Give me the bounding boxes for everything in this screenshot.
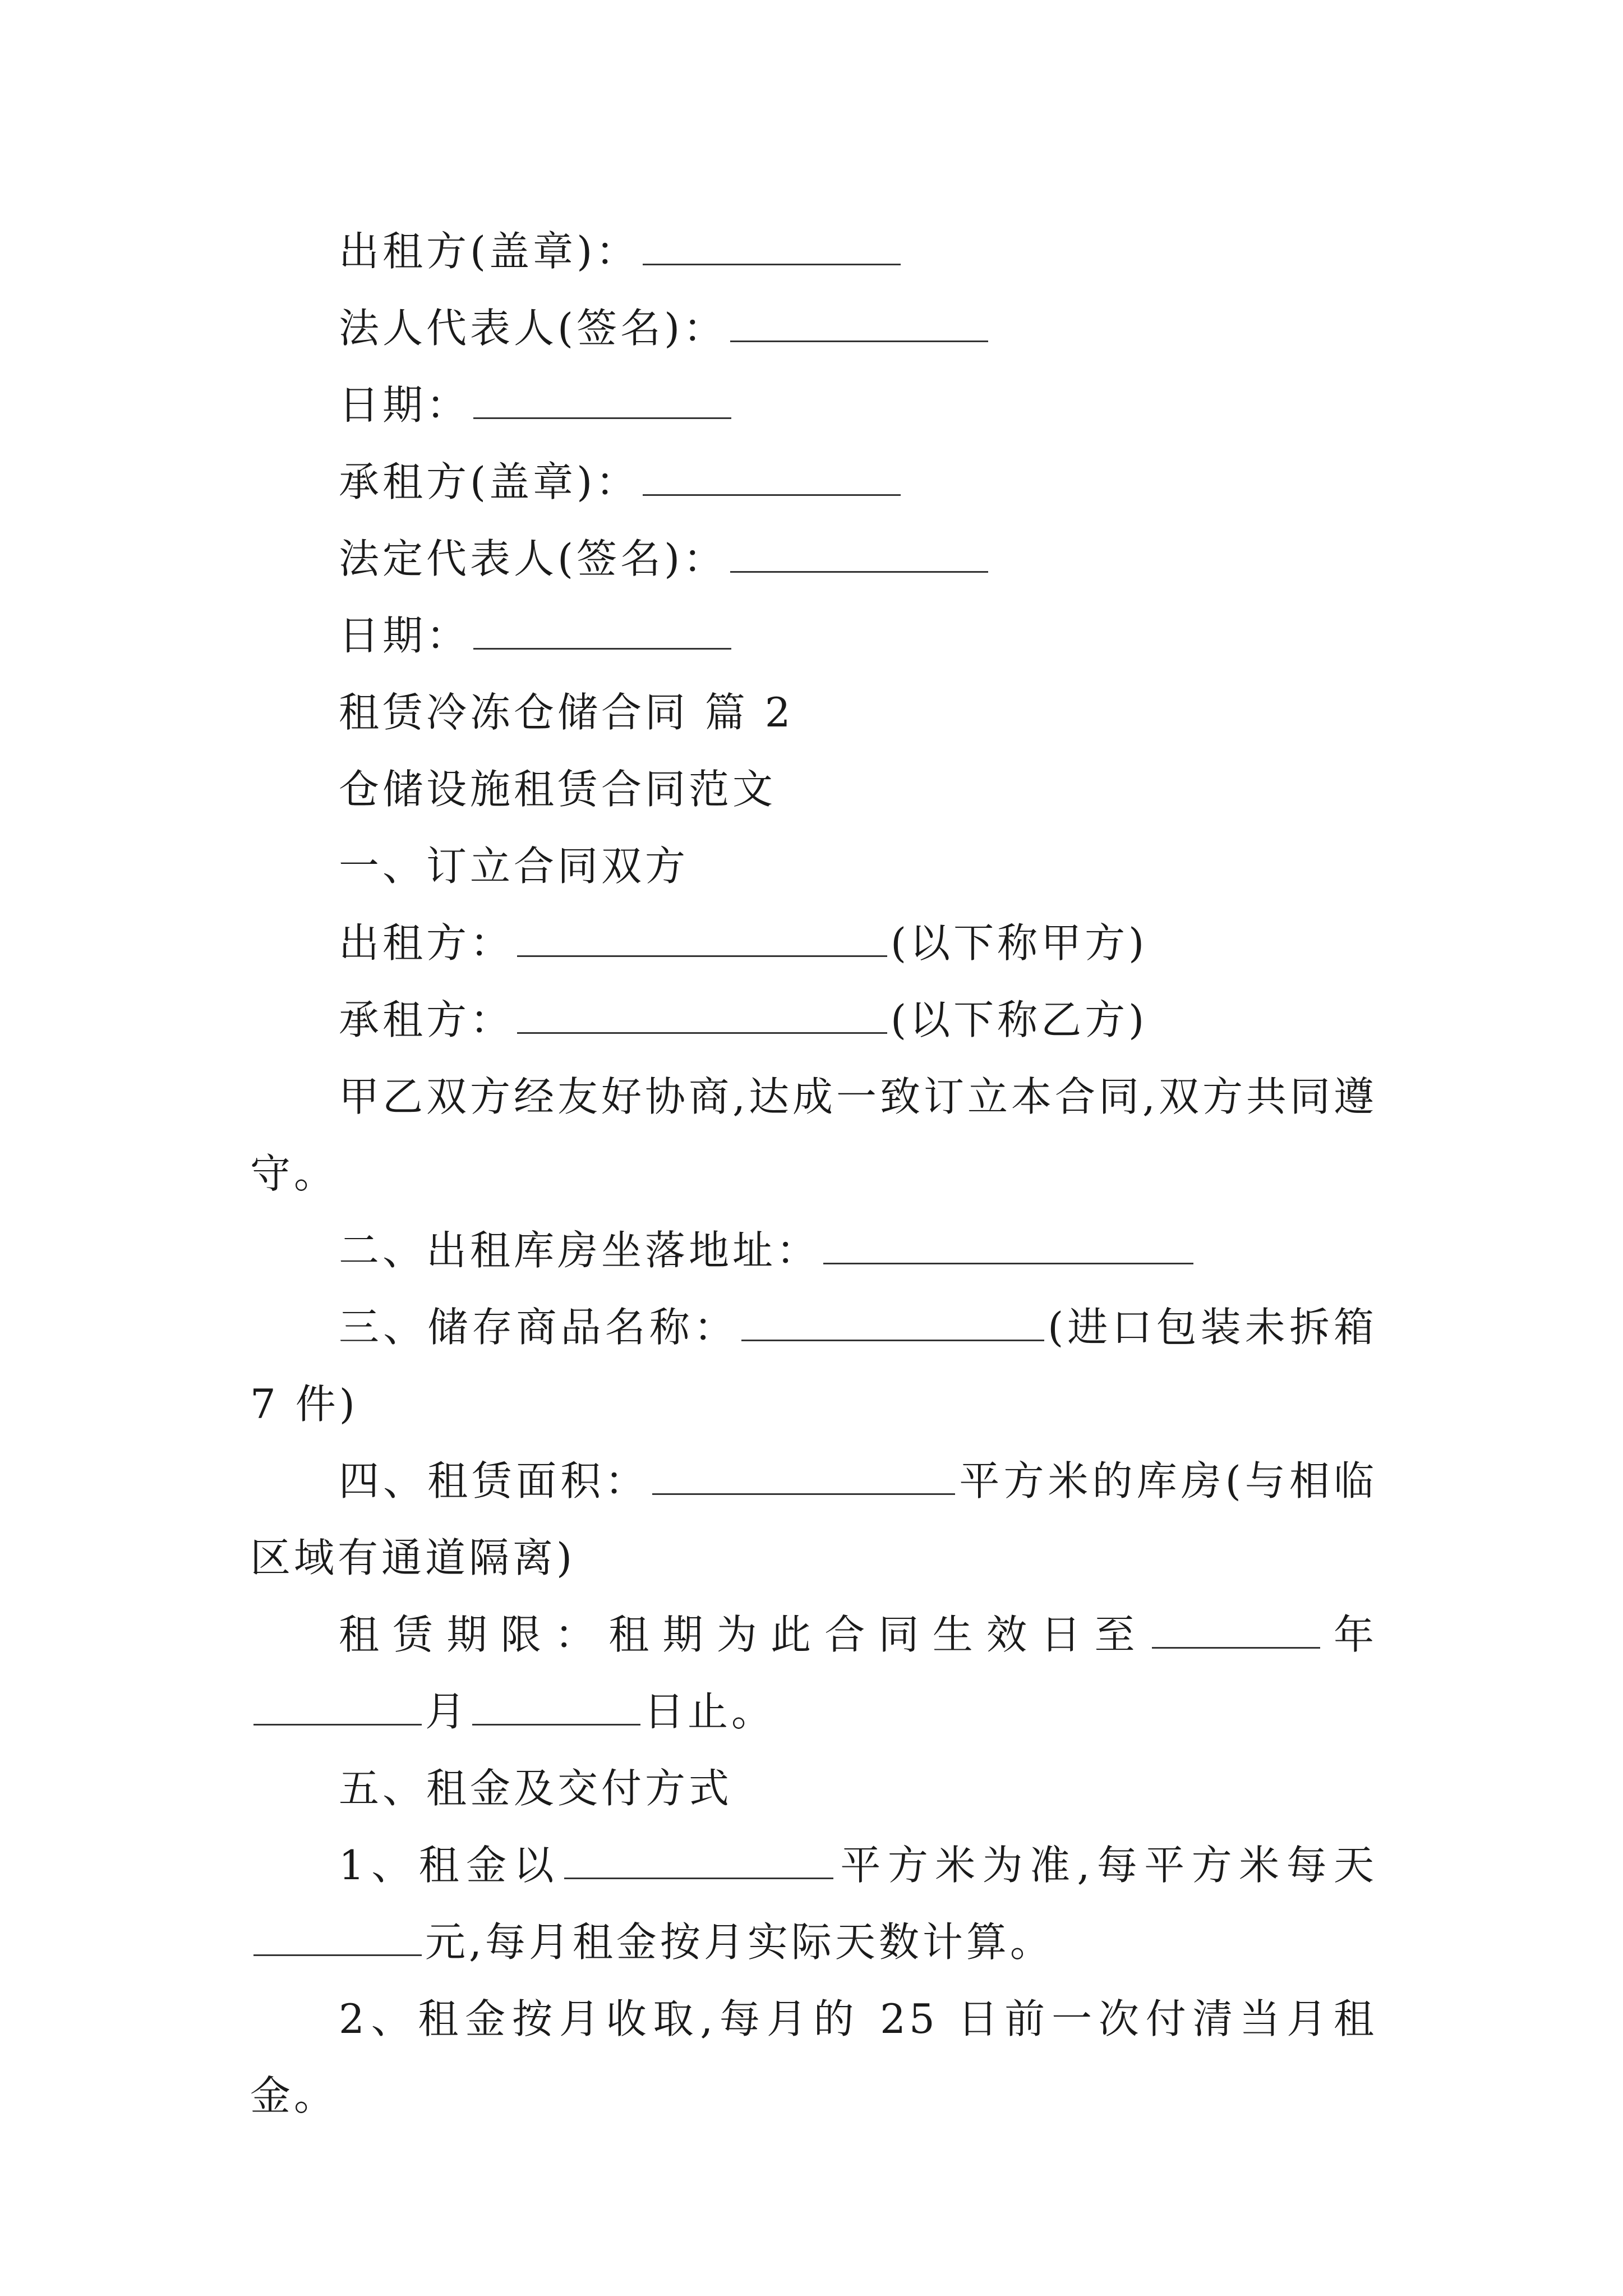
date-line-1 (250, 367, 1377, 444)
term-month-label: 月 (425, 1688, 469, 1735)
term-year-label: 年 (1323, 1611, 1377, 1658)
contract-subtitle: 仓储设施租赁合同范文 (339, 766, 777, 813)
lessee-seal-line (250, 444, 1377, 521)
statutory-rep-sign-line (250, 521, 1377, 597)
section1-title: 一、订立合同双方 (339, 843, 689, 890)
section2-label: 二、出租库房坐落地址： (339, 1227, 820, 1274)
section3-label: 三、储存商品名称： (339, 1304, 739, 1351)
section4-suffix: 平方米的库房(与相临区域有通道隔离) (250, 1457, 1377, 1581)
rent-item1-suffix: 元,每月租金按月实际天数计算。 (425, 1918, 1054, 1966)
section2-line (250, 1212, 1377, 1289)
agreement-paragraph: 甲乙双方经友好协商,达成一致订立本合同,双方共同遵守。 (250, 1073, 1377, 1197)
term-day-end: 日止。 (644, 1688, 776, 1735)
section3-suffix: (进口包装未拆箱 7 件) (250, 1304, 1377, 1428)
lessor-seal-label: 出租方(盖章)： (339, 228, 640, 275)
statutory-rep-sign-label: 法定代表人(签名)： (339, 535, 727, 582)
statutory-rep-sign-blank[interactable] (730, 542, 988, 573)
rent-item1-prefix: 1、租金以 (339, 1842, 561, 1889)
date-line-2 (250, 597, 1377, 674)
rent-item1-mid: 平方米为准,每平方米每天 (836, 1842, 1378, 1889)
date-blank-1[interactable] (473, 388, 731, 419)
lessee-seal-blank[interactable] (643, 465, 901, 496)
date-label-2: 日期： (339, 612, 471, 659)
date-label-1: 日期： (339, 381, 471, 429)
lease-area-blank[interactable] (652, 1464, 955, 1495)
legal-rep-sign-blank[interactable] (730, 311, 988, 342)
section4-label: 四、租赁面积： (339, 1457, 649, 1504)
rent-area-blank[interactable] (564, 1848, 833, 1879)
lessee-party-suffix: (以下称乙方) (891, 996, 1148, 1043)
lessor-party-label: 出租方： (339, 919, 514, 967)
lessee-party-label: 承租方： (339, 996, 514, 1043)
goods-name-blank[interactable] (741, 1310, 1044, 1341)
lease-term-prefix: 租赁期限：租期为此合同生效日至 (339, 1611, 1149, 1658)
lessee-party-blank[interactable] (517, 1003, 887, 1034)
lessee-party-line (250, 982, 1377, 1059)
rent-item2-paragraph: 2、租金按月收取,每月的 25 日前一次付清当月租金。 (250, 1995, 1377, 2119)
legal-rep-sign-line (250, 290, 1377, 367)
lessor-seal-line (250, 213, 1377, 290)
term-month-blank[interactable] (253, 1695, 422, 1726)
section5-title: 五、租金及交付方式 (339, 1765, 733, 1812)
lease-term-paragraph (250, 1596, 1377, 1750)
term-day-blank[interactable] (472, 1695, 640, 1726)
article-title: 租赁冷冻仓储合同 篇 2 (339, 689, 794, 736)
rent-price-blank[interactable] (253, 1925, 422, 1956)
lessor-party-line (250, 905, 1377, 982)
date-blank-2[interactable] (473, 619, 731, 650)
lessee-seal-label: 承租方(盖章)： (339, 458, 640, 505)
lessor-party-suffix: (以下称甲方) (891, 919, 1148, 967)
term-year-blank[interactable] (1152, 1618, 1320, 1649)
legal-rep-sign-label: 法人代表人(签名)： (339, 305, 727, 352)
rent-item1-paragraph (250, 1827, 1377, 1981)
section3-paragraph (250, 1289, 1377, 1443)
section4-paragraph (250, 1443, 1377, 1596)
warehouse-address-blank[interactable] (823, 1234, 1193, 1264)
lessor-seal-blank[interactable] (643, 234, 901, 265)
lessor-party-blank[interactable] (517, 926, 887, 957)
contract-page (250, 213, 1377, 2134)
